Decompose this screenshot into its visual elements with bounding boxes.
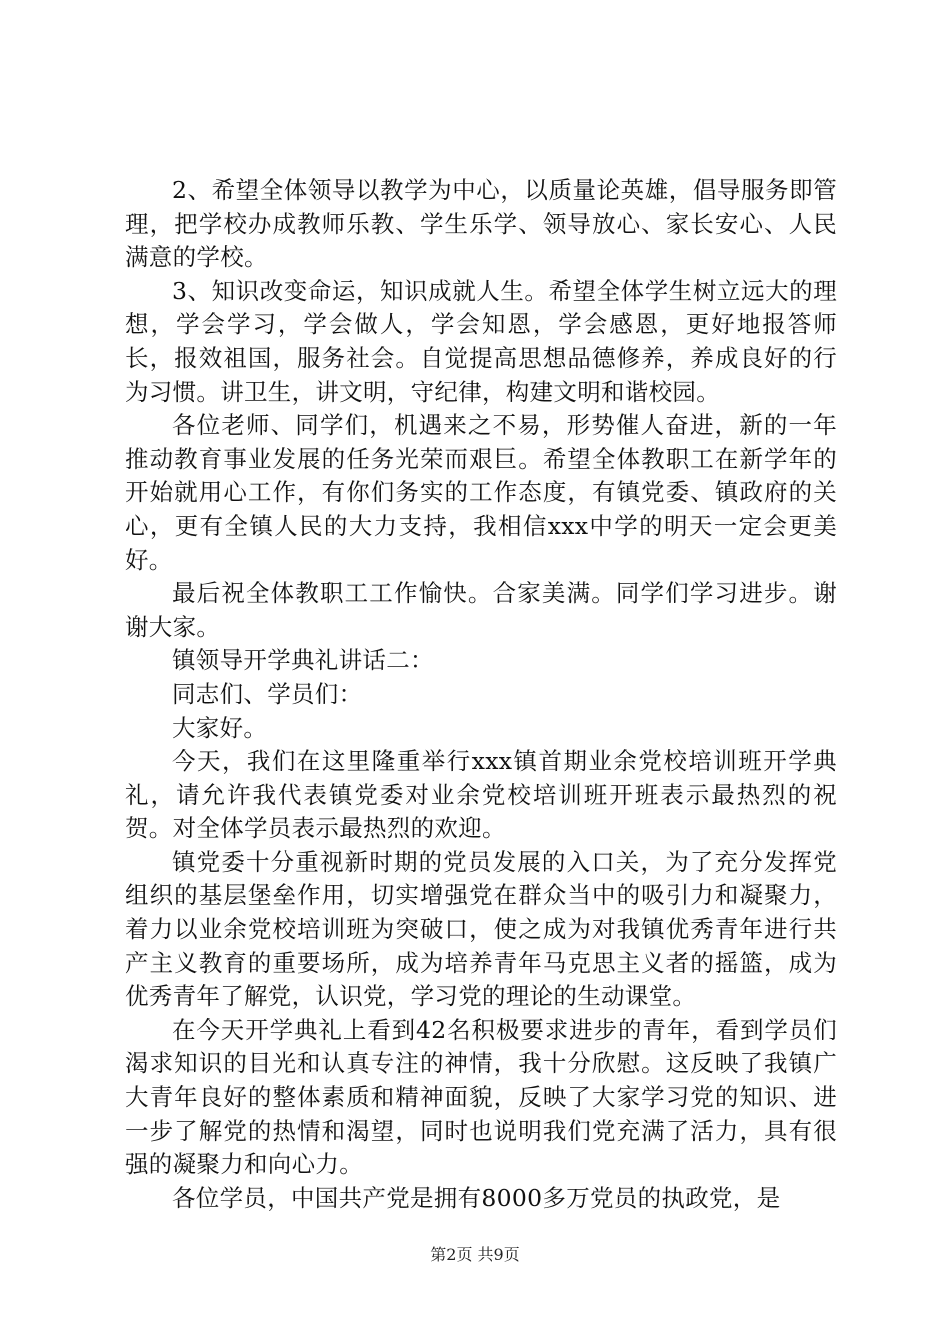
- paragraph: 3、知识改变命运，知识成就人生。希望全体学生树立远大的理想，学会学习，学会做人，学会知恩，学会感恩，更好地报答师长，报效祖国，服务社会。自觉提高思想品德修养，养成良好的行为习惯。讲卫生，讲文明，守纪律，构建文明和谐校园。: [125, 276, 837, 406]
- greeting: 大家好。: [172, 713, 268, 742]
- salutation: 同志们、学员们：: [172, 679, 363, 708]
- document-body: [125, 174, 837, 1215]
- paragraph: 今天，我们在这里隆重举行xxx镇首期业余党校培训班开学典礼，请允许我代表镇党委对业余党校培训班开班表示最热烈的祝贺。对全体学员表示最热烈的欢迎。: [125, 747, 837, 843]
- paragraph: 各位学员，中国共产党是拥有8000多万党员的执政党，是: [172, 1183, 781, 1212]
- paragraph: 在今天开学典礼上看到42名积极要求进步的青年，看到学员们渴求知识的目光和认真专注的神情，我十分欣慰。这反映了我镇广大青年良好的整体素质和精神面貌，反映了大家学习党的知识、进一步了解党的热情和渴望，同时也说明我们党充满了活力，具有很强的凝聚力和向心力。: [125, 1015, 837, 1179]
- paragraph: 镇党委十分重视新时期的党员发展的入口关，为了充分发挥党组织的基层堡垒作用，切实增强党在群众当中的吸引力和凝聚力，着力以业余党校培训班为突破口，使之成为对我镇优秀青年进行共产主义教育的重要场所，成为培养青年马克思主义者的摇篮，成为优秀青年了解党，认识党，学习党的理论的生动课堂。: [125, 847, 837, 1011]
- paragraph: 2、希望全体领导以教学为中心，以质量论英雄，倡导服务即管理，把学校办成教师乐教、学生乐学、领导放心、家长安心、人民满意的学校。: [125, 176, 837, 272]
- section-heading: 镇领导开学典礼讲话二：: [172, 646, 434, 675]
- paragraph: 最后祝全体教职工工作愉快。合家美满。同学们学习进步。谢谢大家。: [125, 579, 837, 641]
- paragraph: 各位老师、同学们，机遇来之不易，形势催人奋进，新的一年推动教育事业发展的任务光荣而艰巨。希望全体教职工在新学年的开始就用心工作，有你们务实的工作态度，有镇党委、镇政府的关心，更有全镇人民的大力支持，我相信xxx中学的明天一定会更美好。: [125, 411, 837, 574]
- page-number-footer: 第2页 共9页: [430, 1245, 520, 1264]
